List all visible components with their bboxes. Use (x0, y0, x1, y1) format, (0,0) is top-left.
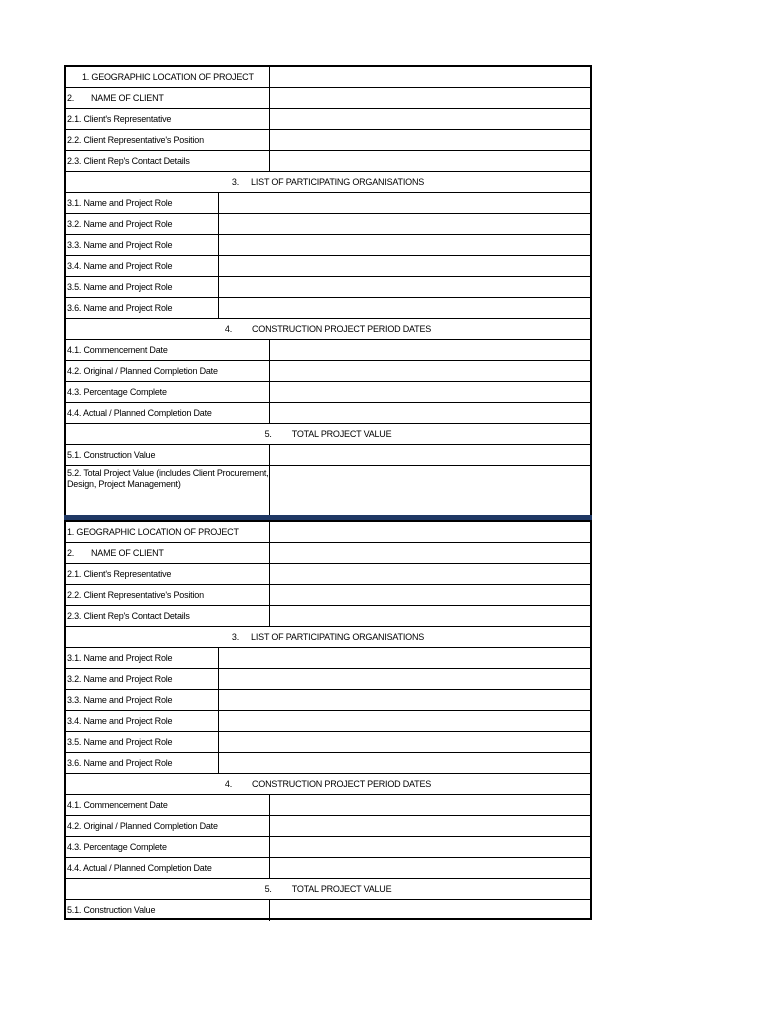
row-construction-value (66, 445, 590, 466)
label-num: 2. (67, 93, 75, 103)
field-name-of-client[interactable] (270, 543, 590, 563)
field-client-rep-position[interactable] (270, 585, 590, 605)
row-client-rep-contact (66, 606, 590, 627)
label-organisation: 3.3. Name and Project Role (66, 690, 219, 710)
section-title-period-dates (66, 319, 590, 339)
row-commencement-date (66, 340, 590, 361)
row-organisation (66, 235, 590, 256)
row-actual-completion-date (66, 858, 590, 879)
row-organisation (66, 298, 590, 319)
field-actual-completion-date[interactable] (270, 403, 590, 423)
label-client-rep-position: 2.2. Client Representative's Position (66, 130, 270, 150)
label-client-rep-contact: 2.3. Client Rep's Contact Details (66, 606, 270, 626)
label-organisation: 3.2. Name and Project Role (66, 214, 219, 234)
label-original-completion-date: 4.2. Original / Planned Completion Date (66, 816, 270, 836)
label-client-rep-contact: 2.3. Client Rep's Contact Details (66, 151, 270, 171)
row-percentage-complete (66, 837, 590, 858)
section-header-project-value (66, 424, 590, 445)
field-geographic-location[interactable] (270, 522, 590, 542)
row-organisation (66, 648, 590, 669)
section-num: 4. (224, 324, 232, 334)
section-title-organisations (66, 172, 590, 192)
row-original-completion-date (66, 361, 590, 382)
label-total-project-value: 5.2. Total Project Value (includes Client Procurement, Design, Project Management) (66, 466, 270, 516)
label-construction-value: 5.1. Construction Value (66, 900, 270, 921)
row-client-representative (66, 109, 590, 130)
section-title-period-dates (66, 774, 590, 794)
field-original-completion-date[interactable] (270, 816, 590, 836)
row-name-of-client (66, 543, 590, 564)
field-geographic-location[interactable] (270, 67, 590, 87)
row-client-representative (66, 564, 590, 585)
label-geographic-location: 1. GEOGRAPHIC LOCATION OF PROJECT (66, 67, 270, 87)
section-num: 3. (231, 177, 240, 187)
field-organisation[interactable] (219, 214, 590, 234)
section-header-organisations (66, 627, 590, 648)
row-organisation (66, 690, 590, 711)
label-organisation: 3.3. Name and Project Role (66, 235, 219, 255)
label-organisation: 3.1. Name and Project Role (66, 193, 219, 213)
field-organisation[interactable] (219, 753, 590, 773)
section-num: 5. (264, 884, 272, 894)
row-actual-completion-date (66, 403, 590, 424)
section-title-project-value (66, 424, 590, 444)
section-text: CONSTRUCTION PROJECT PERIOD DATES (252, 324, 432, 334)
label-geographic-location: 1. GEOGRAPHIC LOCATION OF PROJECT (66, 522, 270, 542)
row-percentage-complete (66, 382, 590, 403)
field-percentage-complete[interactable] (270, 382, 590, 402)
section-text: TOTAL PROJECT VALUE (291, 884, 392, 894)
section-title-project-value (66, 879, 590, 899)
section-num: 5. (264, 429, 272, 439)
field-organisation[interactable] (219, 298, 590, 318)
project-form-sheet (64, 65, 592, 920)
field-organisation[interactable] (219, 277, 590, 297)
field-original-completion-date[interactable] (270, 361, 590, 381)
row-geographic-location (66, 67, 590, 88)
label-construction-value: 5.1. Construction Value (66, 445, 270, 465)
row-organisation (66, 669, 590, 690)
field-organisation[interactable] (219, 235, 590, 255)
field-organisation[interactable] (219, 711, 590, 731)
section-header-period-dates (66, 774, 590, 795)
field-organisation[interactable] (219, 648, 590, 668)
label-client-representative: 2.1. Client's Representative (66, 109, 270, 129)
field-organisation[interactable] (219, 690, 590, 710)
section-text: TOTAL PROJECT VALUE (291, 429, 392, 439)
field-actual-completion-date[interactable] (270, 858, 590, 878)
section-text: LIST OF PARTICIPATING ORGANISATIONS (251, 177, 425, 187)
row-client-rep-contact (66, 151, 590, 172)
section-text: LIST OF PARTICIPATING ORGANISATIONS (251, 632, 425, 642)
row-organisation (66, 277, 590, 298)
label-commencement-date: 4.1. Commencement Date (66, 340, 270, 360)
field-client-rep-contact[interactable] (270, 606, 590, 626)
label-organisation: 3.6. Name and Project Role (66, 298, 219, 318)
section-num: 4. (224, 779, 232, 789)
section-header-project-value (66, 879, 590, 900)
section-text: CONSTRUCTION PROJECT PERIOD DATES (252, 779, 432, 789)
section-header-organisations (66, 172, 590, 193)
label-client-rep-position: 2.2. Client Representative's Position (66, 585, 270, 605)
label-client-representative: 2.1. Client's Representative (66, 564, 270, 584)
label-percentage-complete: 4.3. Percentage Complete (66, 382, 270, 402)
field-construction-value[interactable] (270, 900, 590, 921)
label-actual-completion-date: 4.4. Actual / Planned Completion Date (66, 858, 270, 878)
field-organisation[interactable] (219, 669, 590, 689)
label-organisation: 3.1. Name and Project Role (66, 648, 219, 668)
field-client-representative[interactable] (270, 564, 590, 584)
row-organisation (66, 214, 590, 235)
row-name-of-client (66, 88, 590, 109)
label-organisation: 3.5. Name and Project Role (66, 277, 219, 297)
row-total-project-value (66, 466, 590, 516)
field-commencement-date[interactable] (270, 795, 590, 815)
field-client-representative[interactable] (270, 109, 590, 129)
row-construction-value (66, 900, 590, 921)
label-actual-completion-date: 4.4. Actual / Planned Completion Date (66, 403, 270, 423)
field-client-rep-position[interactable] (270, 130, 590, 150)
label-percentage-complete: 4.3. Percentage Complete (66, 837, 270, 857)
project-form-a (64, 65, 592, 516)
row-client-rep-position (66, 585, 590, 606)
label-name-of-client (66, 88, 270, 108)
field-percentage-complete[interactable] (270, 837, 590, 857)
field-organisation[interactable] (219, 256, 590, 276)
label-text: NAME OF CLIENT (91, 93, 164, 103)
section-header-period-dates (66, 319, 590, 340)
field-client-rep-contact[interactable] (270, 151, 590, 171)
project-form-b (64, 520, 592, 920)
label-num: 2. (67, 548, 75, 558)
label-organisation: 3.5. Name and Project Role (66, 732, 219, 752)
label-organisation: 3.4. Name and Project Role (66, 256, 219, 276)
row-geographic-location (66, 522, 590, 543)
field-name-of-client[interactable] (270, 88, 590, 108)
field-construction-value[interactable] (270, 445, 590, 465)
label-text: NAME OF CLIENT (91, 548, 164, 558)
row-organisation (66, 732, 590, 753)
label-organisation: 3.2. Name and Project Role (66, 669, 219, 689)
row-original-completion-date (66, 816, 590, 837)
row-organisation (66, 711, 590, 732)
row-client-rep-position (66, 130, 590, 151)
field-total-project-value[interactable] (270, 466, 590, 516)
label-name-of-client (66, 543, 270, 563)
row-organisation (66, 753, 590, 774)
field-organisation[interactable] (219, 732, 590, 752)
label-organisation: 3.6. Name and Project Role (66, 753, 219, 773)
field-organisation[interactable] (219, 193, 590, 213)
field-commencement-date[interactable] (270, 340, 590, 360)
row-commencement-date (66, 795, 590, 816)
label-original-completion-date: 4.2. Original / Planned Completion Date (66, 361, 270, 381)
section-num: 3. (231, 632, 240, 642)
row-organisation (66, 256, 590, 277)
label-commencement-date: 4.1. Commencement Date (66, 795, 270, 815)
section-title-organisations (66, 627, 590, 647)
row-organisation (66, 193, 590, 214)
label-organisation: 3.4. Name and Project Role (66, 711, 219, 731)
